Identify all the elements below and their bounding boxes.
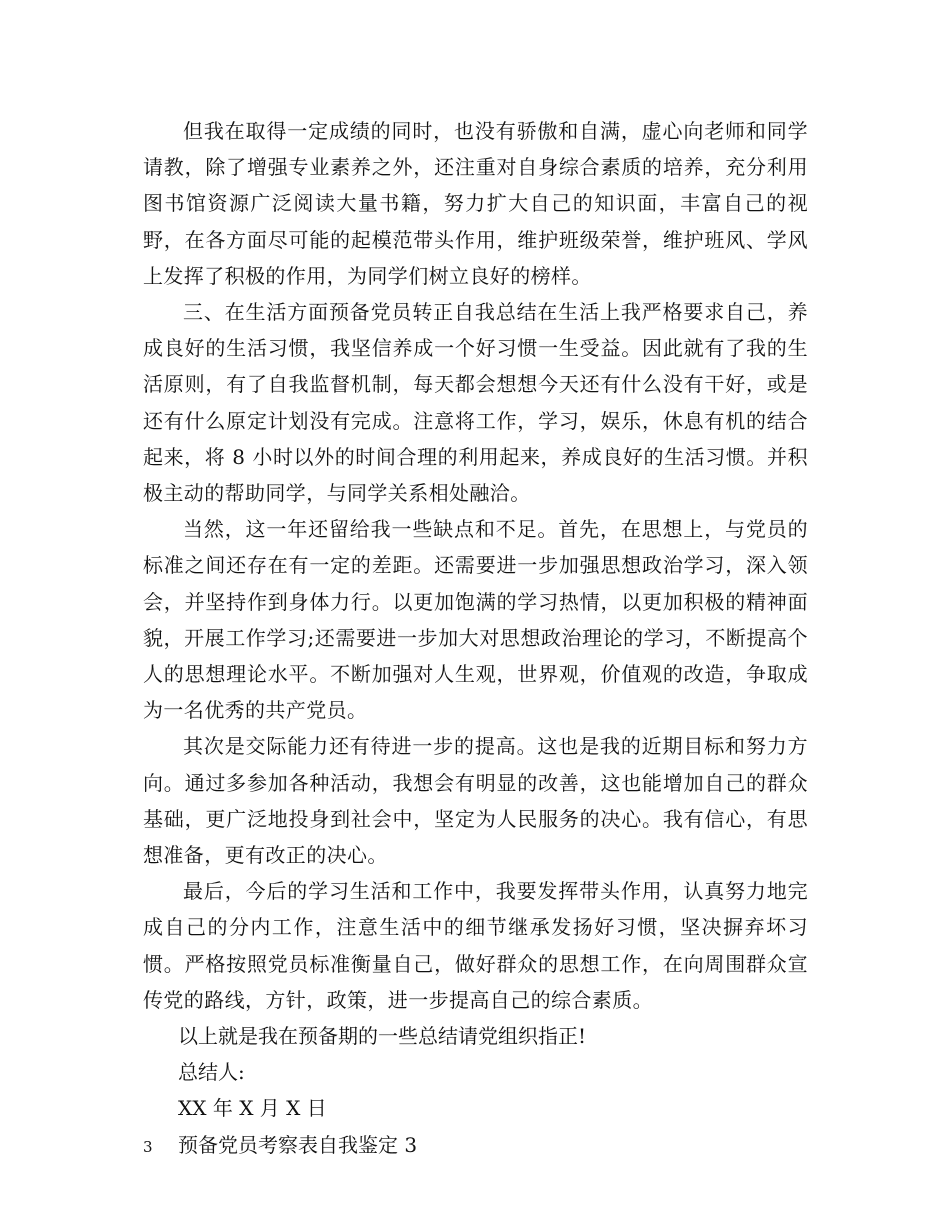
date-line: XX 年 X 月 X 日 [178, 1096, 327, 1121]
next-section-title: 预备党员考察表自我鉴定 3 [178, 1132, 418, 1157]
paragraph-achievements: 但我在取得一定成绩的同时，也没有骄傲和自满，虚心向老师和同学请教，除了增强专业素养之外，还注重对自身综合素质的培养，充分利用图书馆资源广泛阅读大量书籍，努力扩大自己的知识面，丰富自己的视野，在各方面尽可能的起模范带头作用，维护班级荣誉，维护班风、学风上发挥了积极的作用，为同学们树立良好的榜样。 [143, 119, 808, 288]
signature-label: 总结人: [178, 1060, 245, 1085]
paragraph-shortcomings: 当然，这一年还留给我一些缺点和不足。首先，在思想上，与党员的标准之间还存在有一定的差距。还需要进一步加强思想政治学习，深入领会，并坚持作到身体力行。以更加饱满的学习热情，以更加积极的精神面貌，开展工作学习;还需要进一步加大对思想政治理论的学习，不断提高个人的思想理论水平。不断加强对人生观，世界观，价值观的改造，争取成为一名优秀的共产党员。 [143, 517, 808, 723]
paragraph-communication: 其次是交际能力还有待进一步的提高。这也是我的近期目标和努力方向。通过多参加各种活动，我想会有明显的改善，这也能增加自己的群众基础，更广泛地投身到社会中，坚定为人民服务的决心。我有信心，有思想准备，更有改正的决心。 [143, 734, 808, 868]
document-body [143, 113, 808, 1163]
closing-line: 以上就是我在预备期的一些总结请党组织指正! [178, 1024, 587, 1049]
paragraph-future: 最后，今后的学习生活和工作中，我要发挥带头作用，认真努力地完成自己的分内工作，注意生活中的细节继承发扬好习惯，坚决摒弃坏习惯。严格按照党员标准衡量自己，做好群众的思想工作，在向周围群众宣传党的路线，方针，政策，进一步提高自己的综合素质。 [143, 879, 808, 1012]
page-number: 3 [143, 1138, 153, 1156]
paragraph-life: 三、在生活方面预备党员转正自我总结在生活上我严格要求自己，养成良好的生活习惯，我坚信养成一个好习惯一生受益。因此就有了我的生活原则，有了自我监督机制，每天都会想想今天还有什么没有干好，或是还有什么原定计划没有完成。注意将工作，学习，娱乐，休息有机的结合起来，将 8 小时以外的时间合理的利用起来，养成良好的生活习惯。并积极主动的帮助同学，与同学关系相处融洽。 [143, 300, 808, 506]
